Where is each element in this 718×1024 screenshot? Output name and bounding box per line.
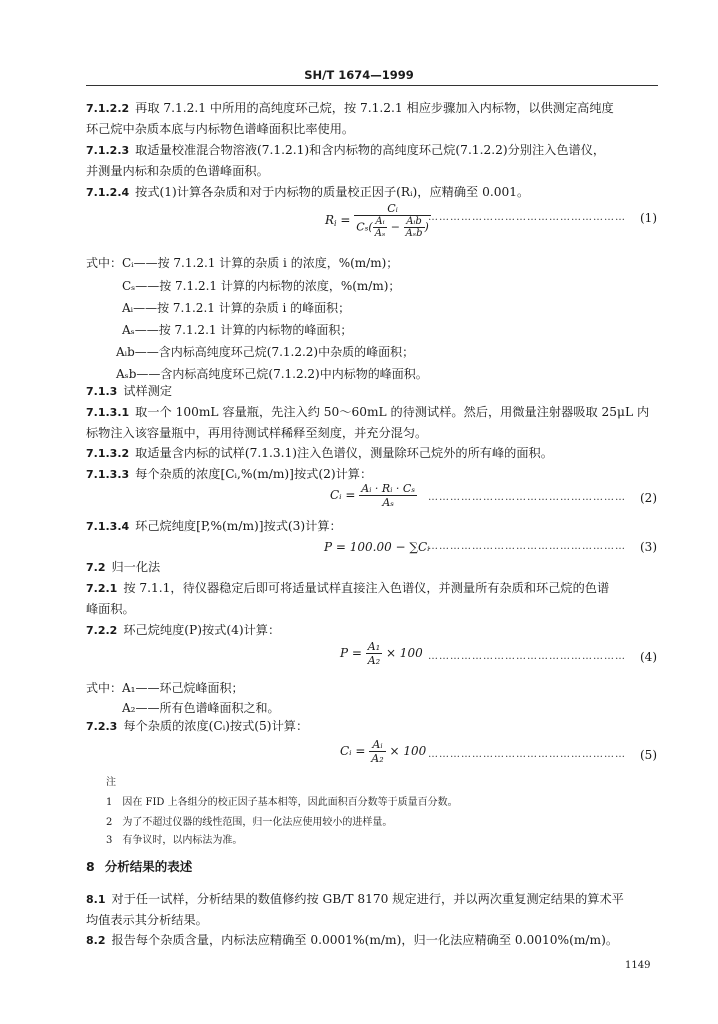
clause-number: 7.1.2.3 bbox=[86, 144, 130, 157]
where-item bbox=[86, 254, 398, 271]
para-7-1-2-2 bbox=[86, 98, 658, 140]
where-item bbox=[122, 277, 400, 294]
eq1-a2: Aᵢb bbox=[404, 216, 425, 228]
para-7-2-2 bbox=[86, 620, 658, 641]
equation-5 bbox=[340, 738, 426, 765]
para-text: 每个杂质的浓度(Cᵢ)按式(5)计算： bbox=[123, 719, 309, 733]
clause-number: 7.1.3.1 bbox=[86, 406, 130, 419]
section-8 bbox=[86, 856, 658, 878]
eq5-denominator: A₂ bbox=[371, 752, 384, 765]
where-symbol: 式中：Cᵢ—— bbox=[86, 256, 158, 270]
clause-number: 8.1 bbox=[86, 893, 106, 906]
para-text: 均值表示其分析结果。 bbox=[86, 913, 208, 927]
eq2-leader-dots: ……………………………………………… bbox=[428, 492, 626, 503]
where-item bbox=[122, 321, 352, 338]
where-symbol: Aₛb—— bbox=[116, 367, 161, 381]
clause-number: 7.1.2.2 bbox=[86, 102, 130, 115]
where-symbol: Cₛ—— bbox=[122, 279, 160, 293]
para-8-2 bbox=[86, 930, 658, 951]
where-text: 按 7.1.2.1 计算的杂质 i 的浓度，%(m/m)； bbox=[157, 256, 399, 270]
where-item bbox=[122, 699, 280, 716]
section-7-1-3 bbox=[86, 381, 658, 402]
note-item: 1 因在 FID 上各组分的校正因子基本相等，因此面积百分数等于质量百分数。 bbox=[106, 797, 458, 808]
eq-sign: = bbox=[336, 213, 355, 227]
clause-number: 7.1.3.4 bbox=[86, 520, 130, 533]
where-item bbox=[122, 299, 350, 316]
section-7-2 bbox=[86, 557, 658, 578]
para-text: 环己烷纯度[P,%(m/m)]按式(3)计算： bbox=[135, 519, 342, 533]
eq-rhs: × 100 bbox=[385, 744, 427, 758]
clause-number: 7.2 bbox=[86, 561, 106, 574]
eq1-den-pre: Cₛ( bbox=[356, 220, 373, 234]
eq-lhs: Cᵢ = bbox=[330, 488, 360, 502]
where-symbol: A₂—— bbox=[122, 701, 160, 715]
para-7-1-3-1 bbox=[86, 402, 658, 444]
where-symbol: Aₛ—— bbox=[122, 323, 159, 337]
where-symbol: Aᵢ—— bbox=[122, 301, 158, 315]
eq5-numerator: Aᵢ bbox=[369, 738, 385, 752]
eq3-leader-dots: ……………………………………………… bbox=[428, 541, 626, 552]
para-7-1-2-3 bbox=[86, 140, 658, 182]
para-text: 报告每个杂质含量，内标法应精确至 0.0001%(m/m)，归一化法应精确至 0.0010%(m/m)。 bbox=[111, 933, 619, 947]
para-text: 取一个 100mL 容量瓶，先注入约 50～60mL 的待测试样。然后，用微量注射器吸取 25μL 内 bbox=[135, 405, 650, 419]
equation-4 bbox=[340, 640, 423, 667]
para-text: 对于任一试样，分析结果的数值修约按 GB/T 8170 规定进行，并以两次重复测定结果的算术平 bbox=[111, 892, 624, 906]
eq1-minus: − bbox=[387, 220, 404, 234]
where-item bbox=[86, 679, 244, 696]
eq5-number: (5) bbox=[640, 748, 657, 762]
header-rule bbox=[86, 85, 658, 86]
clause-number: 7.1.3 bbox=[86, 385, 118, 398]
eq4-fraction bbox=[366, 640, 382, 667]
para-text: 每个杂质的浓度[Cᵢ,%(m/m)]按式(2)计算： bbox=[135, 467, 373, 481]
clause-number: 7.2.1 bbox=[86, 582, 118, 595]
para-8-1 bbox=[86, 889, 658, 931]
para-text: 取适量含内标的试样(7.1.3.1)注入色谱仪，测量除环己烷外的所有峰的面积。 bbox=[135, 446, 553, 460]
eq4-leader-dots: ……………………………………………… bbox=[428, 651, 626, 662]
para-text: 标物注入该容量瓶中，再用待测试样稀释至刻度，并充分混匀。 bbox=[86, 426, 428, 440]
section-number: 8 bbox=[86, 859, 95, 874]
eq3-number: (3) bbox=[640, 540, 657, 554]
para-7-2-1 bbox=[86, 578, 658, 620]
where-text: 含内标高纯度环己烷(7.1.2.2)中内标物的峰面积。 bbox=[160, 367, 428, 381]
para-text: 环己烷纯度(P)按式(4)计算： bbox=[123, 623, 281, 637]
where-text: 按 7.1.2.1 计算的杂质 i 的峰面积； bbox=[157, 301, 351, 315]
clause-number: 7.2.2 bbox=[86, 624, 118, 637]
eq-rhs: × 100 bbox=[382, 646, 423, 660]
clause-number: 7.1.3.3 bbox=[86, 468, 130, 481]
clause-number: 7.2.3 bbox=[86, 720, 118, 733]
para-text: 按式(1)计算各杂质和对于内标物的质量校正因子(Rᵢ)，应精确至 0.001。 bbox=[135, 185, 530, 199]
eq2-fraction bbox=[359, 482, 417, 509]
where-item bbox=[116, 343, 414, 360]
eq-lhs: Cᵢ = bbox=[340, 744, 370, 758]
where-text: 按 7.1.2.1 计算的内标物的峰面积； bbox=[158, 323, 353, 337]
para-text: 按 7.1.1，待仪器稳定后即可将适量试样直接注入色谱仪，并测量所有杂质和环己烷的色谱 bbox=[123, 581, 610, 595]
eq-lhs-sub: i bbox=[334, 219, 337, 228]
eq-lhs: P = bbox=[340, 646, 366, 660]
where-text: 所有色谱峰面积之和。 bbox=[159, 701, 280, 715]
page-header: SH/T 1674—1999 bbox=[304, 68, 414, 82]
note-item: 3 有争议时，以内标法为准。 bbox=[106, 835, 243, 846]
where-item bbox=[116, 365, 428, 382]
eq5-leader-dots: ……………………………………………… bbox=[428, 749, 626, 760]
page-number: 1149 bbox=[625, 960, 651, 971]
eq1-leader-dots: ……………………………………………… bbox=[428, 212, 626, 223]
equation-3: P = 100.00 − ∑Cᵢ bbox=[324, 540, 430, 554]
para-text: 并测量内标和杂质的色谱峰面积。 bbox=[86, 164, 269, 178]
eq4-denominator: A₂ bbox=[367, 654, 381, 667]
section-title: 试样测定 bbox=[123, 384, 173, 398]
where-text: 按 7.1.2.1 计算的内标物的浓度，%(m/m)； bbox=[159, 279, 401, 293]
eq4-numerator: A₁ bbox=[367, 640, 381, 653]
clause-number: 7.1.3.2 bbox=[86, 447, 130, 460]
eq1-numerator: Cᵢ bbox=[354, 202, 431, 216]
note-item: 2 为了不超过仪器的线性范围，归一化法应使用较小的进样量。 bbox=[106, 817, 393, 828]
notes-title: 注 bbox=[106, 777, 116, 788]
equation-2 bbox=[330, 482, 417, 509]
eq1-denominator bbox=[354, 216, 431, 239]
eq1-a1d: Aₛ bbox=[374, 228, 386, 239]
eq1-a1: Aᵢ bbox=[373, 216, 388, 228]
para-7-1-3-4 bbox=[86, 516, 658, 537]
para-7-1-3-2 bbox=[86, 443, 658, 464]
section-title: 归一化法 bbox=[111, 560, 161, 574]
eq1-fraction bbox=[354, 202, 431, 239]
eq1-a2d: Aₛb bbox=[405, 228, 423, 239]
section-title: 分析结果的表述 bbox=[104, 859, 193, 874]
where-text: 环己烷峰面积； bbox=[159, 681, 244, 695]
eq1-den-post: ) bbox=[424, 220, 429, 234]
where-symbol: 式中：A₁—— bbox=[86, 681, 160, 695]
eq4-number: (4) bbox=[640, 650, 657, 664]
para-7-1-2-4 bbox=[86, 182, 658, 203]
para-text: 再取 7.1.2.1 中所用的高纯度环己烷，按 7.1.2.1 相应步骤加入内标物，以供测定高纯度 bbox=[135, 101, 614, 115]
eq2-number: (2) bbox=[640, 491, 657, 505]
eq1-number: (1) bbox=[640, 211, 657, 225]
eq5-fraction bbox=[369, 738, 385, 765]
eq2-denominator: Aₛ bbox=[382, 496, 394, 509]
para-text: 峰面积。 bbox=[86, 602, 135, 616]
eq2-numerator: Aᵢ · Rᵢ · Cₛ bbox=[361, 482, 416, 495]
equation-1 bbox=[325, 202, 431, 239]
clause-number: 8.2 bbox=[86, 934, 106, 947]
para-text: 取适量校准混合物溶液(7.1.2.1)和含内标物的高纯度环己烷(7.1.2.2)分别注入色谱仪， bbox=[135, 143, 606, 157]
eq-lhs: R bbox=[325, 213, 335, 227]
where-symbol: Aᵢb—— bbox=[116, 345, 159, 359]
where-text: 含内标高纯度环己烷(7.1.2.2)中杂质的峰面积； bbox=[158, 345, 415, 359]
para-7-2-3 bbox=[86, 716, 658, 737]
clause-number: 7.1.2.4 bbox=[86, 186, 130, 199]
para-text: 环己烷中杂质本底与内标物色谱峰面积比率使用。 bbox=[86, 122, 355, 136]
